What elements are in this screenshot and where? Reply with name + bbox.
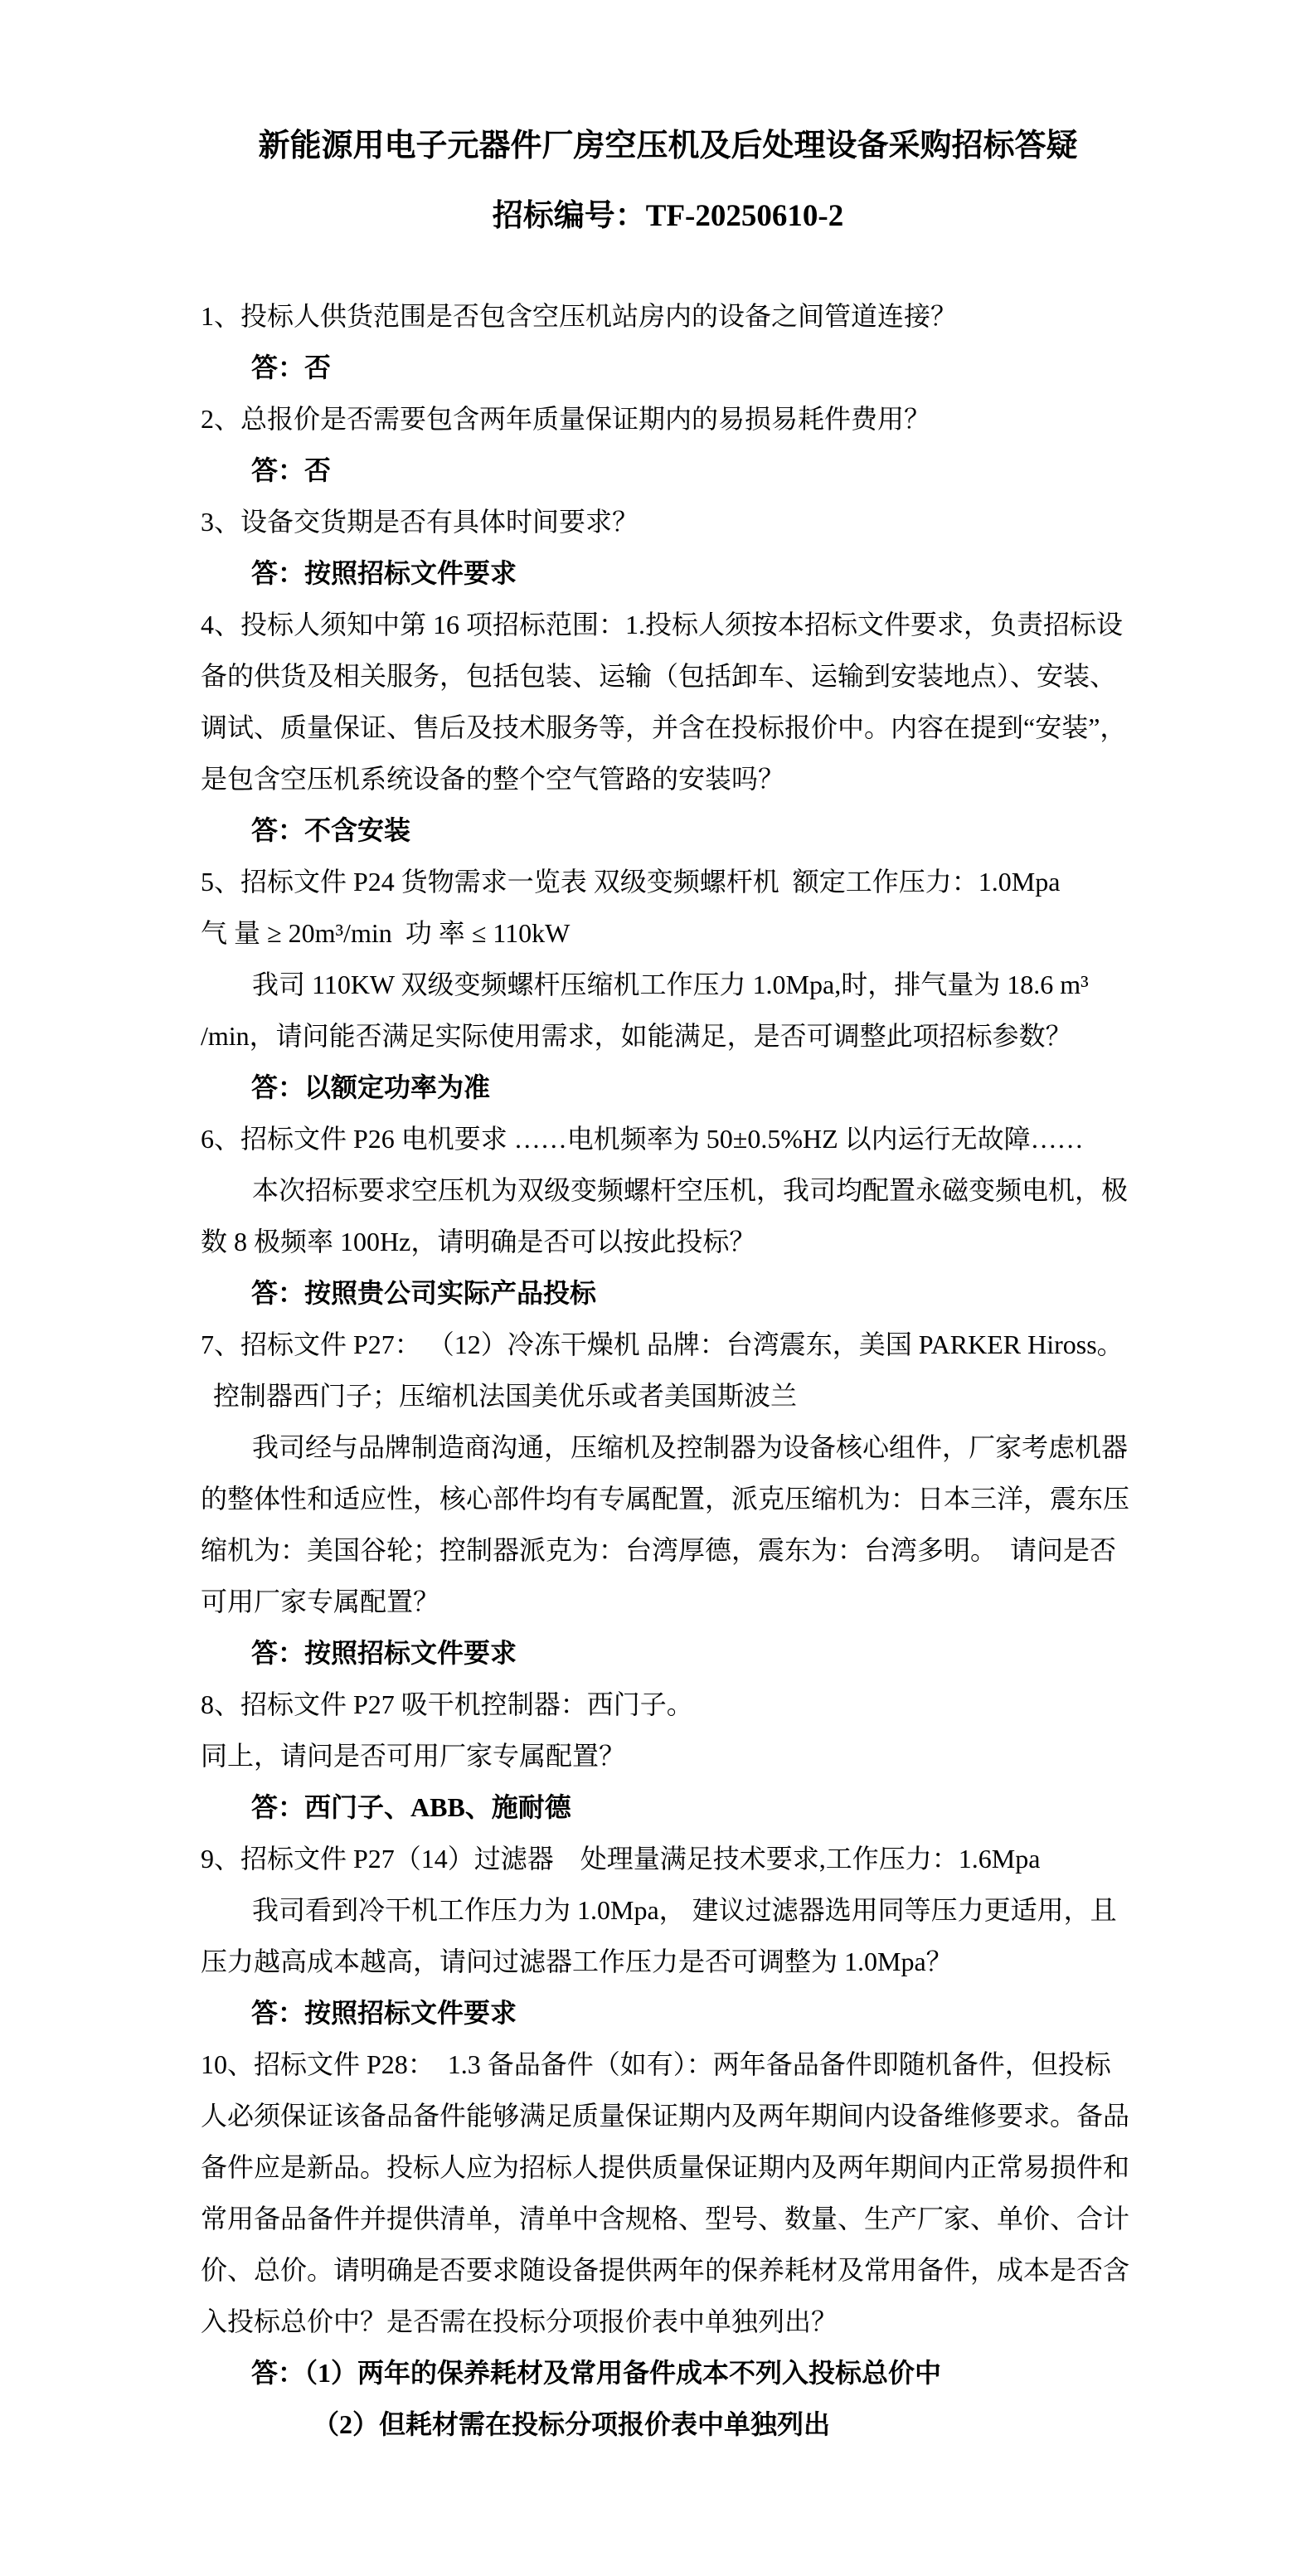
question-line: 5、招标文件 P24 货物需求一览表 双级变频螺杆机 额定工作压力：1.0Mpa	[201, 867, 1061, 897]
question-line: /min，请问能否满足实际使用需求，如能满足，是否可调整此项招标参数？	[201, 1021, 1072, 1051]
answer-line: 答：按照招标文件要求	[251, 1998, 517, 2028]
question-line: 备件应是新品。投标人应为招标人提供质量保证期内及两年期间内正常易损件和	[201, 2152, 1130, 2182]
question-line: 缩机为：美国谷轮；控制器派克为：台湾厚德，震东为：台湾多明。 请问是否	[201, 1535, 1117, 1565]
answer-line: 答：西门子、ABB、施耐德	[251, 1792, 571, 1822]
question-line: 3、设备交货期是否有具体时间要求？	[201, 507, 639, 537]
question-line: 气 量 ≥ 20m³/min 功 率 ≤ 110kW	[201, 918, 571, 948]
answer-line: （2）但耗材需在投标分项报价表中单独列出	[313, 2409, 831, 2439]
document-title: 新能源用电子元器件厂房空压机及后处理设备采购招标答疑	[258, 129, 1078, 163]
question-line: 压力越高成本越高，请问过滤器工作压力是否可调整为 1.0Mpa？	[201, 1947, 953, 1976]
answer-line: 答：按照招标文件要求	[251, 1638, 517, 1668]
question-line: 6、招标文件 P26 电机要求 ……电机频率为 50±0.5%HZ 以内运行无故障……	[201, 1124, 1084, 1154]
question-line: 4、投标人须知中第 16 项招标范围：1.投标人须按本招标文件要求，负责招标设	[201, 610, 1124, 639]
question-line: 我司 110KW 双级变频螺杆压缩机工作压力 1.0Mpa,时，排气量为 18.6 m³	[252, 970, 1089, 999]
question-line: 10、招标文件 P28： 1.3 备品备件（如有）：两年备品备件即随机备件，但投标	[201, 2049, 1111, 2079]
answer-line: 答：（1）两年的保养耗材及常用备件成本不列入投标总价中	[251, 2358, 942, 2388]
question-line: 数 8 极频率 100Hz，请明确是否可以按此投标？	[201, 1227, 756, 1256]
question-line: 同上，请问是否可用厂家专属配置？	[201, 1741, 626, 1771]
question-line: 调试、质量保证、售后及技术服务等，并含在投标报价中。内容在提到“安装”，	[201, 712, 1127, 742]
question-line: 我司看到冷干机工作压力为 1.0Mpa， 建议过滤器选用同等压力更适用，且	[252, 1895, 1117, 1925]
question-line: 人必须保证该备品备件能够满足质量保证期内及两年期间内设备维修要求。备品	[201, 2101, 1130, 2131]
question-line: 2、总报价是否需要包含两年质量保证期内的易损易耗件费用？	[201, 404, 931, 434]
question-line: 8、招标文件 P27 吸干机控制器：西门子。	[201, 1689, 693, 1719]
answer-line: 答：否	[251, 352, 332, 382]
answer-line: 答：按照贵公司实际产品投标	[251, 1278, 597, 1308]
question-line: 可用厂家专属配置？	[201, 1587, 440, 1616]
question-line: 是包含空压机系统设备的整个空气管路的安装吗？	[201, 764, 785, 794]
question-line: 1、投标人供货范围是否包含空压机站房内的设备之间管道连接？	[201, 301, 958, 331]
question-line: 本次招标要求空压机为双级变频螺杆空压机，我司均配置永磁变频电机，极	[252, 1175, 1129, 1205]
answer-line: 答：不含安装	[251, 815, 411, 845]
question-line: 的整体性和适应性，核心部件均有专属配置，派克压缩机为：日本三洋，震东压	[201, 1484, 1130, 1514]
question-line: 入投标总价中？是否需在投标分项报价表中单独列出？	[201, 2306, 838, 2336]
question-line: 9、招标文件 P27（14）过滤器 处理量满足技术要求,工作压力：1.6Mpa	[201, 1844, 1041, 1874]
question-line: 常用备品备件并提供清单，清单中含规格、型号、数量、生产厂家、单价、合计	[201, 2204, 1130, 2233]
answer-line: 答：按照招标文件要求	[251, 558, 517, 588]
question-line: 我司经与品牌制造商沟通，压缩机及控制器为设备核心组件，厂家考虑机器	[252, 1432, 1129, 1462]
question-line: 7、招标文件 P27： （12）冷冻干燥机 品牌：台湾震东，美国 PARKER Hiross。	[201, 1329, 1124, 1359]
question-line: 备的供货及相关服务，包括包装、运输（包括卸车、运输到安装地点）、安装、	[201, 661, 1117, 691]
answer-line: 答：以额定功率为准	[251, 1072, 491, 1102]
qa-list	[201, 290, 1135, 2450]
answer-line: 答：否	[251, 455, 332, 485]
question-line: 控制器西门子；压缩机法国美优乐或者美国斯波兰	[213, 1381, 798, 1411]
question-line: 价、总价。请明确是否要求随设备提供两年的保养耗材及常用备件，成本是否含	[201, 2255, 1130, 2285]
tender-number: 招标编号：TF-20250610-2	[492, 199, 844, 233]
